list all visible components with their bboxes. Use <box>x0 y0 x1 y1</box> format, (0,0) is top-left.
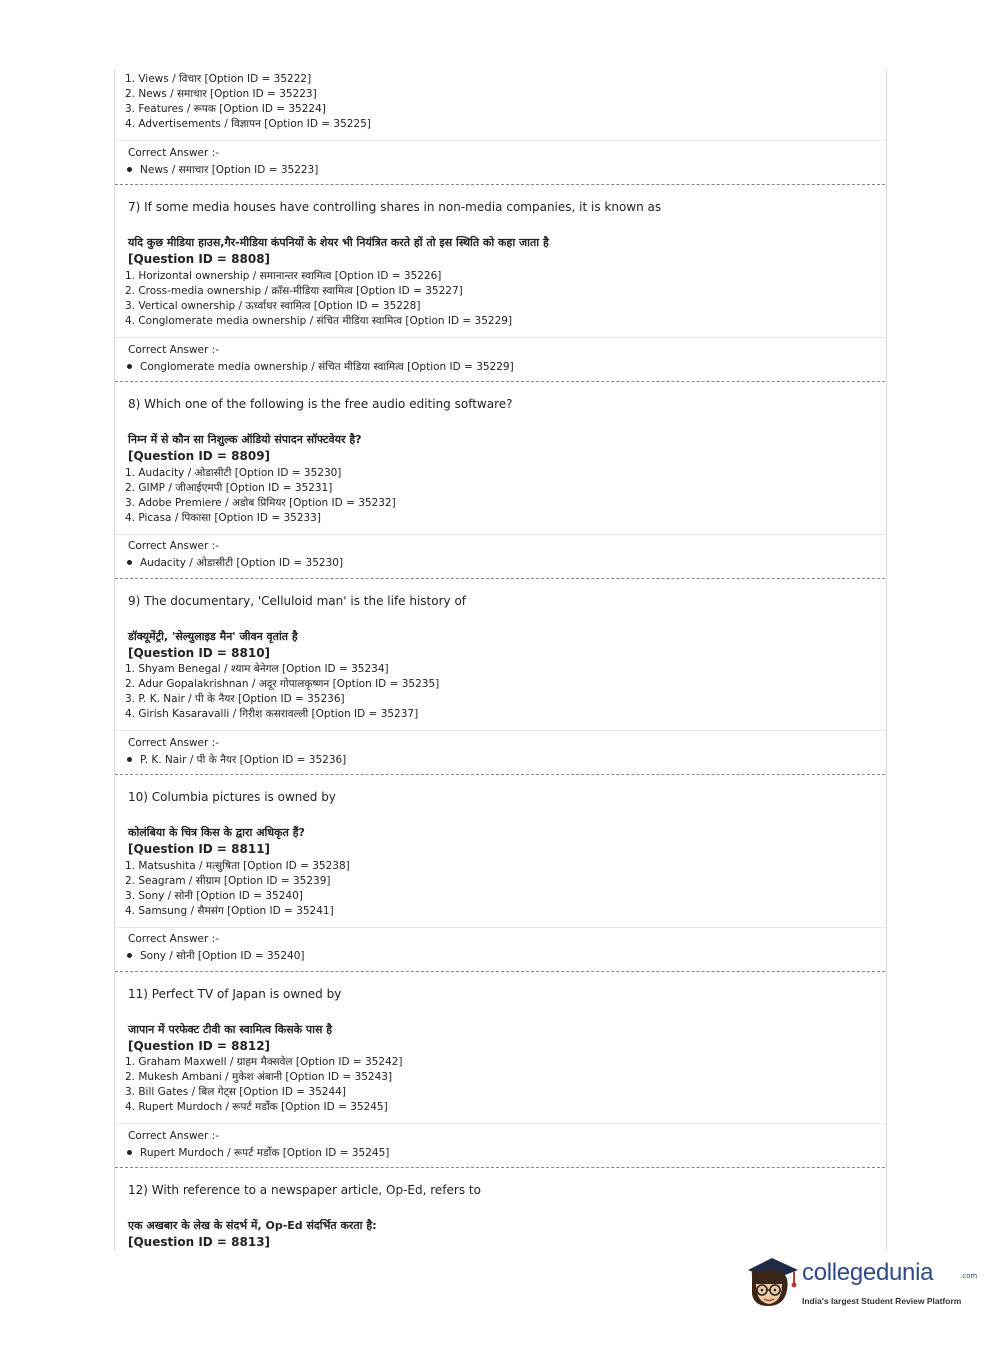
question-divider <box>115 381 885 382</box>
collegedunia-logo <box>742 1250 978 1320</box>
q12-question: 12) With reference to a newspaper article, Op-Ed, refers to <box>128 1183 481 1197</box>
q10-question: 10) Columbia pictures is owned by <box>128 790 336 804</box>
q8-option-3: 3. Adobe Premiere / अडोब प्रिमियर [Option ID = 35232] <box>125 497 396 509</box>
question-divider <box>115 971 885 972</box>
q9-option-4: 4. Girish Kasaravalli / गिरीश कसरावल्ली [Option ID = 35237] <box>125 708 419 720</box>
q7-question-id: [Question ID = 8808] <box>128 252 271 266</box>
separator <box>115 337 885 338</box>
q10-option-2: 2. Seagram / सीग्राम [Option ID = 35239] <box>125 875 331 887</box>
q12-hindi: एक अखबार के लेख के संदर्भ में, Op-Ed संदर्भित करता है: <box>128 1219 377 1232</box>
q8-question: 8) Which one of the following is the free audio editing software? <box>128 397 513 411</box>
bullet-icon <box>127 1150 132 1155</box>
question-divider <box>115 774 885 775</box>
bullet-icon <box>127 560 132 565</box>
q8-hindi: निम्न में से कौन सा निशुल्क ऑडियो संपादन सॉफ्टवेयर है? <box>128 433 362 446</box>
q7-option-3: 3. Vertical ownership / ऊर्ध्वाधर स्वामित्व [Option ID = 35228] <box>125 300 421 312</box>
q7-question: 7) If some media houses have controlling shares in non-media companies, it is known as <box>128 200 662 214</box>
q9-hindi: डॉक्यूमेंट्री, 'सेल्युलाइड मैन' जीवन वृतांत है <box>128 630 298 643</box>
q9-answer-text: P. K. Nair / पी के नैयर [Option ID = 35236] <box>140 754 347 766</box>
separator <box>115 927 885 928</box>
q11-option-3: 3. Bill Gates / बिल गेट्स [Option ID = 35244] <box>125 1086 346 1098</box>
q6-option-1: 1. Views / विचार [Option ID = 35222] <box>125 73 312 85</box>
q10-answer <box>127 949 305 964</box>
bullet-icon <box>127 167 132 172</box>
q8-option-4: 4. Picasa / पिकासा [Option ID = 35233] <box>125 512 321 524</box>
logo-suffix: .com <box>960 1272 978 1280</box>
q9-option-2: 2. Adur Gopalakrishnan / अदूर गोपालकृष्णन [Option ID = 35235] <box>125 678 440 690</box>
bullet-icon <box>127 953 132 958</box>
question-divider <box>115 184 885 185</box>
q11-answer-label: Correct Answer :- <box>128 1130 219 1142</box>
q6-option-3: 3. Features / रूपक [Option ID = 35224] <box>125 103 326 115</box>
q7-option-2: 2. Cross-media ownership / क्रॉस-मीडिया स्वामित्व [Option ID = 35227] <box>125 285 463 297</box>
q9-question-id: [Question ID = 8810] <box>128 646 271 660</box>
q11-option-1: 1. Graham Maxwell / ग्राहम मैक्सवेल [Option ID = 35242] <box>125 1056 403 1068</box>
q10-answer-text: Sony / सोनी [Option ID = 35240] <box>140 950 305 962</box>
q11-question: 11) Perfect TV of Japan is owned by <box>128 987 342 1001</box>
q9-answer-label: Correct Answer :- <box>128 737 219 749</box>
q11-answer-text: Rupert Murdoch / रूपर्ट मर्डोक [Option ID = 35245] <box>140 1147 390 1159</box>
q11-option-2: 2. Mukesh Ambani / मुकेश अंबानी [Option ID = 35243] <box>125 1071 393 1083</box>
q12-question-id: [Question ID = 8813] <box>128 1235 271 1249</box>
q7-answer-label: Correct Answer :- <box>128 344 219 356</box>
q7-hindi: यदि कुछ मीडिया हाउस,गैर-मीडिया कंपनियों के शेयर भी नियंत्रित करते हों तो इस स्थिति को कहा जाता है <box>128 236 549 249</box>
q8-answer <box>127 556 343 571</box>
q11-answer <box>127 1146 389 1161</box>
logo-wordmark: collegedunia <box>802 1259 934 1286</box>
q10-option-1: 1. Matsushita / मत्सुषिता [Option ID = 35238] <box>125 860 350 872</box>
q6-option-4: 4. Advertisements / विज्ञापन [Option ID = 35225] <box>125 118 371 130</box>
q11-question-id: [Question ID = 8812] <box>128 1039 271 1053</box>
q8-option-2: 2. GIMP / जीआईएमपी [Option ID = 35231] <box>125 482 333 494</box>
q6-answer <box>127 163 318 178</box>
q7-option-1: 1. Horizontal ownership / समानान्तर स्वामित्व [Option ID = 35226] <box>125 270 442 282</box>
q7-option-4: 4. Conglomerate media ownership / संचित मीडिया स्वामित्व [Option ID = 35229] <box>125 315 513 327</box>
q11-hindi: जापान में परफेक्ट टीवी का स्वामित्व किसके पास है <box>128 1023 333 1036</box>
q8-answer-label: Correct Answer :- <box>128 540 219 552</box>
question-divider <box>115 1167 885 1168</box>
separator <box>115 534 885 535</box>
bullet-icon <box>127 364 132 369</box>
q10-answer-label: Correct Answer :- <box>128 933 219 945</box>
question-divider <box>115 578 885 579</box>
q8-option-1: 1. Audacity / ओडासीटी [Option ID = 35230] <box>125 467 342 479</box>
separator <box>115 140 885 141</box>
q9-option-1: 1. Shyam Benegal / श्याम बेनेगल [Option ID = 35234] <box>125 663 389 675</box>
q9-question: 9) The documentary, 'Celluloid man' is the life history of <box>128 594 467 608</box>
q6-answer-label: Correct Answer :- <box>128 147 219 159</box>
separator <box>115 1123 885 1124</box>
q10-question-id: [Question ID = 8811] <box>128 842 271 856</box>
q9-option-3: 3. P. K. Nair / पी के नैयर [Option ID = 35236] <box>125 693 345 705</box>
bullet-icon <box>127 757 132 762</box>
q10-option-4: 4. Samsung / सैमसंग [Option ID = 35241] <box>125 905 334 917</box>
separator <box>115 730 885 731</box>
q7-answer-text: Conglomerate media ownership / संचित मीडिया स्वामित्व [Option ID = 35229] <box>140 361 514 373</box>
q6-answer-text: News / समाचार [Option ID = 35223] <box>140 164 319 176</box>
q9-answer <box>127 753 346 768</box>
q10-option-3: 3. Sony / सोनी [Option ID = 35240] <box>125 890 303 902</box>
q11-option-4: 4. Rupert Murdoch / रूपर्ट मर्डोक [Option ID = 35245] <box>125 1101 388 1113</box>
logo-tagline: India's largest Student Review Platform <box>802 1296 962 1306</box>
q7-answer <box>127 360 514 375</box>
q8-question-id: [Question ID = 8809] <box>128 449 271 463</box>
mascot-icon <box>742 1250 800 1316</box>
q10-hindi: कोलंबिया के चित्र किस के द्वारा अधिकृत हैं? <box>128 826 305 839</box>
q8-answer-text: Audacity / ओडासीटी [Option ID = 35230] <box>140 557 344 569</box>
q6-option-2: 2. News / समाचार [Option ID = 35223] <box>125 88 317 100</box>
